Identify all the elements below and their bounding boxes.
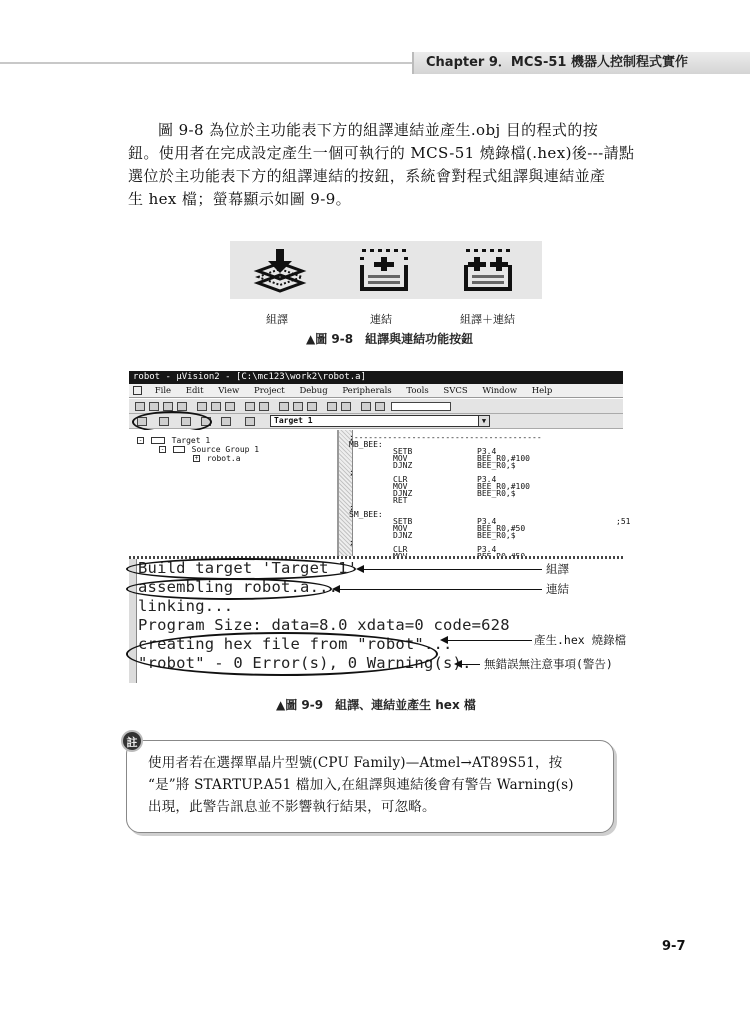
save-all-icon[interactable] <box>177 402 187 411</box>
assembling-highlight <box>126 578 332 600</box>
target-select[interactable] <box>270 415 490 427</box>
build-label: 組譯＋連結 <box>460 313 515 326</box>
output-line: Program Size: data=8.0 xdata=0 code=628 <box>138 616 510 634</box>
figure-9-8-labels <box>230 311 542 327</box>
output-line: "robot" - 0 Error(s), 0 Warning(s). <box>138 654 472 672</box>
replace-icon[interactable] <box>341 402 351 411</box>
tree-target[interactable] <box>137 436 210 445</box>
collapse-icon[interactable]: - <box>160 446 165 453</box>
cut-icon[interactable] <box>197 402 207 411</box>
tree-file[interactable] <box>193 454 241 463</box>
code-op: SETB <box>393 517 413 526</box>
compile-label: 組譯 <box>266 313 288 326</box>
debug-icon[interactable] <box>361 402 371 411</box>
code-label: ; <box>349 538 354 547</box>
tree-source-group-label: Source Group 1 <box>191 445 260 454</box>
tree-target-label: Target 1 <box>171 436 211 445</box>
code-arg: P3.4 <box>477 447 497 456</box>
code-op: CLR <box>393 545 408 554</box>
outdent-icon[interactable] <box>307 402 317 411</box>
system-menu-icon[interactable] <box>133 386 142 395</box>
code-op: CLR <box>393 475 408 484</box>
menu-view[interactable]: View <box>218 386 240 396</box>
tree-file-label: robot.a <box>206 454 241 463</box>
target-select-value: Target 1 <box>274 416 313 425</box>
code-op: MOV <box>393 482 408 491</box>
compile-icon[interactable] <box>252 247 308 293</box>
output-line: linking... <box>138 597 234 615</box>
code-label: ; <box>349 503 354 512</box>
search-icon[interactable] <box>375 402 385 411</box>
hex-result-highlight <box>126 632 438 676</box>
compile-annotation: 組譯 <box>546 562 569 576</box>
link-label: 連結 <box>370 313 392 326</box>
menu-debug[interactable]: Debug <box>299 386 328 396</box>
hex-arrow <box>448 640 532 641</box>
download-icon[interactable] <box>221 417 231 426</box>
output-line: creating hex file from "robot"... <box>138 635 453 653</box>
note-text <box>148 752 608 818</box>
code-arg: BEE_R0,#100 <box>477 454 530 463</box>
link-annotation: 連結 <box>546 582 569 596</box>
options-icon[interactable] <box>245 417 255 426</box>
menu-bar <box>129 384 623 398</box>
target-icon <box>151 437 165 444</box>
code-arg: BEE_R0,$ <box>477 531 516 540</box>
code-op: RET <box>393 496 408 505</box>
code-label: ; <box>349 468 354 477</box>
note-line: 出現，此警告訊息並不影響執行結果，可忽略。 <box>148 799 436 815</box>
no-errors-annotation: 無錯誤無注意事項(警告) <box>484 657 613 671</box>
code-arg: P3.4 <box>477 517 497 526</box>
undo-icon[interactable] <box>245 402 255 411</box>
paste-icon[interactable] <box>225 402 235 411</box>
find-icon[interactable] <box>327 402 337 411</box>
arrow-head-icon <box>440 636 448 644</box>
paragraph-line: 鈕。使用者在完成設定產生一個可執行的 MCS-51 燒錄檔(.hex)後---請點 <box>128 144 635 162</box>
find-combo[interactable] <box>391 402 451 411</box>
note-line: “是”將 STARTUP.A51 檔加入,在組譯與連結後會有警告 Warning(s) <box>148 777 574 793</box>
figure-9-9-caption: ▲圖 9-9 組譯、連結並產生 hex 檔 <box>276 698 476 712</box>
output-gutter <box>129 559 137 683</box>
code-op: DJNZ <box>393 531 413 540</box>
code-label: SM_BEE: <box>349 510 383 519</box>
paragraph-line: 選位於主功能表下方的組譯連結的按鈕，系統會對程式組譯與連結並產 <box>128 167 606 185</box>
code-op: MOV <box>393 524 408 533</box>
save-icon[interactable] <box>163 402 173 411</box>
output-line: assembling robot.a... <box>138 578 339 596</box>
code-label: ;--------------------------------------- <box>349 433 542 442</box>
tree-source-group[interactable] <box>159 445 259 454</box>
menu-peripherals[interactable]: Peripherals <box>342 386 392 396</box>
paragraph-line: 生 hex 檔；螢幕顯示如圖 9-9。 <box>128 190 352 208</box>
menu-tools[interactable]: Tools <box>406 386 429 396</box>
menu-edit[interactable]: Edit <box>185 386 204 396</box>
chapter-header <box>0 52 750 74</box>
indent-icon[interactable] <box>293 402 303 411</box>
menu-file[interactable]: File <box>154 386 172 396</box>
code-op: DJNZ <box>393 461 413 470</box>
project-tree <box>129 430 339 556</box>
menu-help[interactable]: Help <box>531 386 553 396</box>
code-arg: BEE_R0,#50 <box>477 524 526 533</box>
bookmark-icon[interactable] <box>279 402 289 411</box>
code-op: DJNZ <box>393 489 413 498</box>
window-title: robot - μVision2 - [C:\mc123\work2\robot.a] <box>129 371 623 384</box>
menu-project[interactable]: Project <box>253 386 285 396</box>
code-arg: BEE_R0,#100 <box>477 482 530 491</box>
code-op: SETB <box>393 447 413 456</box>
hex-annotation: 產生.hex 燒錄檔 <box>534 633 627 647</box>
note-icon: 註 <box>121 730 143 752</box>
copy-icon[interactable] <box>211 402 221 411</box>
page-number: 9-7 <box>662 939 686 954</box>
arrow-head-icon <box>454 660 462 668</box>
open-file-icon[interactable] <box>149 402 159 411</box>
code-editor[interactable] <box>349 430 631 556</box>
arrow-head-icon <box>356 565 364 573</box>
file-icon: + <box>194 455 199 462</box>
link-arrow <box>340 589 542 590</box>
code-label: MB_BEE: <box>349 440 383 449</box>
code-arg: P3.4 <box>477 475 497 484</box>
menu-svcs[interactable]: SVCS <box>443 386 468 396</box>
figure-9-8-caption: ▲圖 9-8 組譯與連結功能按鈕 <box>306 332 474 346</box>
code-arg: P3.4 <box>477 545 497 554</box>
build-target-highlight <box>126 558 356 580</box>
code-arg: BEE_R0,$ <box>477 461 516 470</box>
menu-window[interactable]: Window <box>482 386 518 396</box>
code-cmt: ;51 <box>616 517 631 526</box>
note-line: 使用者若在選擇單晶片型號(CPU Family)—Atmel→AT89S51，按 <box>148 755 563 771</box>
arrow-head-icon <box>332 585 340 593</box>
build-icon[interactable] <box>460 247 516 293</box>
no-errors-arrow <box>462 664 480 665</box>
body-paragraph <box>128 119 635 211</box>
new-file-icon[interactable] <box>135 402 145 411</box>
code-op: MOV <box>393 454 408 463</box>
paragraph-line: 圖 9-8 為位於主功能表下方的組譯連結並產生.obj 目的程式的按 <box>158 121 599 139</box>
output-line: Build target 'Target 1' <box>138 559 358 577</box>
chapter-title: Chapter 9．MCS-51 機器人控制程式實作 <box>412 52 750 74</box>
link-icon[interactable] <box>356 247 412 293</box>
file-toolbar <box>129 399 623 414</box>
folder-icon <box>173 446 185 453</box>
compile-arrow <box>364 569 542 570</box>
figure-9-8-toolbar <box>230 241 542 299</box>
chevron-down-icon[interactable]: ▼ <box>478 416 489 426</box>
code-arg: BEE_R0,$ <box>477 489 516 498</box>
redo-icon[interactable] <box>259 402 269 411</box>
collapse-icon[interactable]: - <box>138 437 143 444</box>
